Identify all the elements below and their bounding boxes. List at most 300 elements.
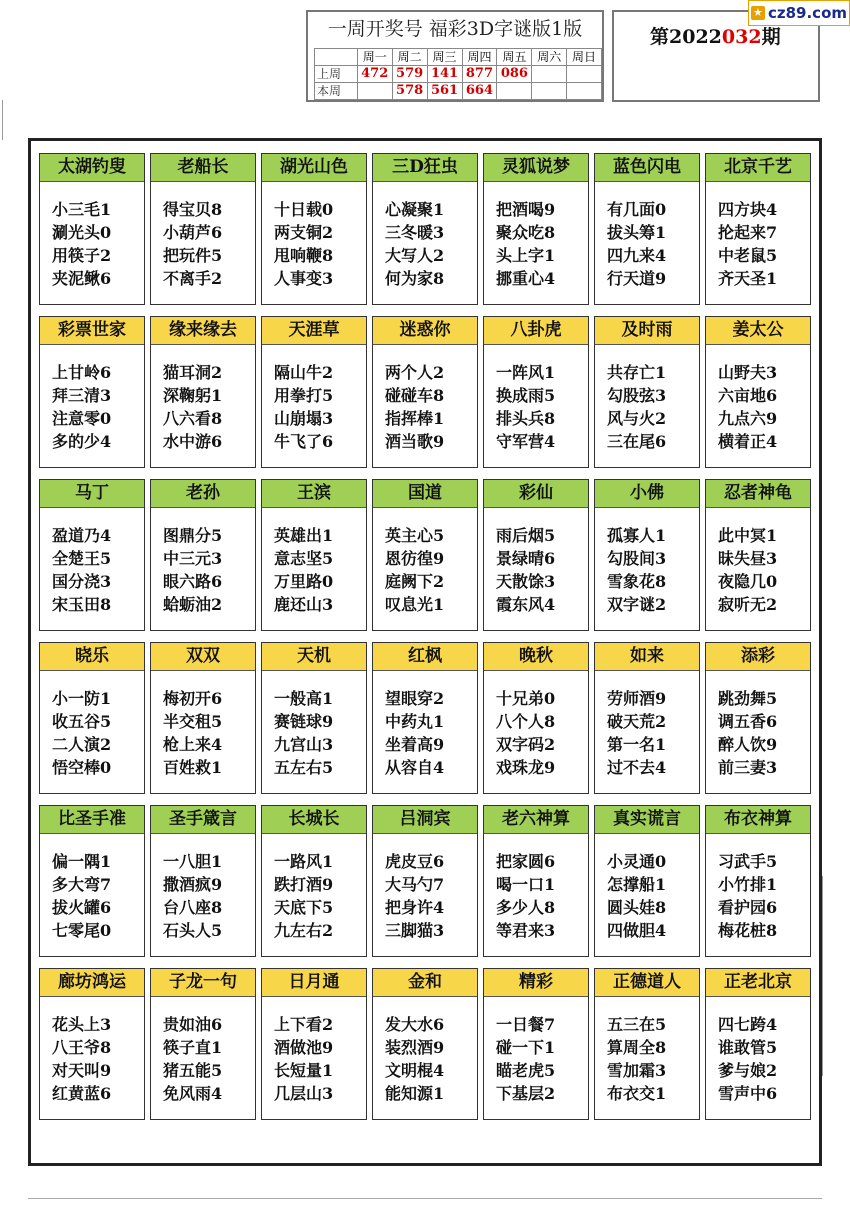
card-author: 八卦虎 [484,317,588,345]
card-author: 比圣手准 [40,806,144,834]
card-author: 金和 [373,969,477,997]
clue-line: 昧失昼3 [718,549,778,568]
card-clues [52,687,111,779]
row-label: 本周 [315,83,358,100]
clue-line: 隔山牛2 [274,363,334,382]
clue-line: 看护园6 [718,898,778,917]
card-author: 精彩 [484,969,588,997]
clue-line: 蛤蛎油2 [163,595,223,614]
clue-line: 两个人2 [385,363,445,382]
card-author: 真实谎言 [595,806,699,834]
card-clues [163,361,222,453]
card-clues [607,524,666,616]
puzzle-card [483,479,589,631]
clue-line: 四七跨4 [718,1015,778,1034]
card-author: 老孙 [151,480,255,508]
clue-line: 两支铜2 [274,223,334,242]
clue-line: 图鼎分5 [163,526,223,545]
clue-line: 酒做池9 [274,1038,334,1057]
clue-line: 九宫山3 [274,735,334,754]
puzzle-card [261,316,367,468]
clue-line: 调五香6 [718,712,778,731]
card-author: 湖光山色 [262,154,366,182]
day-header: 周五 [497,49,532,66]
puzzle-card [705,153,811,305]
puzzle-card [705,316,811,468]
clue-line: 雪加霜3 [607,1061,667,1080]
puzzle-card [594,968,700,1120]
clue-line: 装烈酒9 [385,1038,445,1057]
card-clues [52,198,111,290]
issue-num: 032 [721,26,762,48]
clue-line: 圆头娃8 [607,898,667,917]
clue-line: 收五谷5 [52,712,112,731]
clue-line: 撒酒疯9 [163,875,223,894]
clue-line: 碰碰车8 [385,386,445,405]
card-author: 双双 [151,643,255,671]
clue-line: 大马勺7 [385,875,445,894]
clue-line: 多少人8 [496,898,556,917]
clue-line: 拔火罐6 [52,898,112,917]
clue-line: 换成雨5 [496,386,556,405]
card-author: 子龙一句 [151,969,255,997]
card-clues [52,361,111,453]
issue-number [650,22,781,49]
card-clues [274,687,333,779]
puzzle-card [372,316,478,468]
clue-line: 大写人2 [385,246,445,265]
clue-line: 叹息光1 [385,595,445,614]
card-author: 缘来缘去 [151,317,255,345]
clue-line: 天底下5 [274,898,334,917]
puzzle-card [483,153,589,305]
clue-line: 算周全8 [607,1038,667,1057]
clue-line: 从容自4 [385,758,445,777]
clue-line: 碰一下1 [496,1038,556,1057]
row-label: 上周 [315,66,358,83]
puzzle-card [150,316,256,468]
clue-line: 爹与娘2 [718,1061,778,1080]
clue-line: 深鞠躬1 [163,386,223,405]
clue-line: 水中游6 [163,432,223,451]
puzzle-card [594,153,700,305]
day-header: 周四 [462,49,497,66]
clue-line: 聚众吃8 [496,223,556,242]
card-author: 忍者神龟 [706,480,810,508]
puzzle-card [483,642,589,794]
clue-line: 山崩塌3 [274,409,334,428]
clue-line: 枪上来4 [163,735,223,754]
clue-line: 八个人8 [496,712,556,731]
clue-line: 猫耳洞2 [163,363,223,382]
clue-line: 怎撑船1 [607,875,667,894]
card-clues [385,850,444,942]
clue-line: 小葫芦6 [163,223,223,242]
clue-line: 指挥棒1 [385,409,445,428]
clue-line: 花头上3 [52,1015,112,1034]
clue-line: 梅花桩8 [718,921,778,940]
clue-line: 风与火2 [607,409,667,428]
clue-line: 共存亡1 [607,363,667,382]
draw-number [497,83,532,100]
draw-number: 664 [462,83,497,100]
card-author: 小佛 [595,480,699,508]
clue-line: 红黄蓝6 [52,1084,112,1103]
clue-line: 四做胆4 [607,921,667,940]
puzzle-card [372,805,478,957]
clue-line: 对天叫9 [52,1061,112,1080]
puzzle-card [483,968,589,1120]
clue-line: 把酒喝9 [496,200,556,219]
clue-line: 能知源1 [385,1084,445,1103]
clue-line: 喝一口1 [496,875,556,894]
card-author: 彩票世家 [40,317,144,345]
card-author: 及时雨 [595,317,699,345]
puzzle-card [150,479,256,631]
draw-number: 877 [462,66,497,83]
weekly-results-table [314,48,602,100]
logo-icon: ★ [751,6,765,20]
clue-line: 戏珠龙9 [496,758,556,777]
puzzle-card [372,968,478,1120]
clue-line: 意志坚5 [274,549,334,568]
day-header: 周日 [567,49,602,66]
clue-line: 望眼穿2 [385,689,445,708]
card-clues [607,1013,666,1105]
clue-line: 坐着高9 [385,735,445,754]
card-clues [496,198,555,290]
draw-number [567,66,602,83]
card-author: 王滨 [262,480,366,508]
clue-line: 瞄老虎5 [496,1061,556,1080]
days-row [315,49,602,66]
card-author: 迷惑你 [373,317,477,345]
puzzle-card [39,805,145,957]
clue-line: 雪象花8 [607,572,667,591]
clue-line: 得宝贝8 [163,200,223,219]
clue-line: 七零尾0 [52,921,112,940]
clue-line: 文明棍4 [385,1061,445,1080]
puzzle-card [39,316,145,468]
puzzle-card [150,153,256,305]
clue-line: 免风雨4 [163,1084,223,1103]
clue-line: 中三元3 [163,549,223,568]
card-author: 红枫 [373,643,477,671]
clue-line: 中老鼠5 [718,246,778,265]
clue-line: 人事变3 [274,269,334,288]
puzzle-card [261,805,367,957]
puzzle-card [39,968,145,1120]
clue-line: 下基层2 [496,1084,556,1103]
clue-line: 盈道乃4 [52,526,112,545]
clue-line: 守军营4 [496,432,556,451]
clue-line: 筷子直1 [163,1038,223,1057]
clue-line: 雪声中6 [718,1084,778,1103]
clue-line: 此中冥1 [718,526,778,545]
clue-line: 一路风1 [274,852,334,871]
clue-line: 劳师酒9 [607,689,667,708]
card-author: 正德道人 [595,969,699,997]
clue-line: 不离手2 [163,269,223,288]
clue-line: 把玩件5 [163,246,223,265]
card-clues [163,850,222,942]
issue-suffix: 期 [761,26,781,48]
issue-prefix: 第2022 [650,26,722,48]
clue-line: 霞东风4 [496,595,556,614]
card-clues [274,198,333,290]
clue-line: 虎皮豆6 [385,852,445,871]
card-author: 布衣神算 [706,806,810,834]
card-author: 老船长 [151,154,255,182]
card-author: 北京千艺 [706,154,810,182]
clue-line: 甩响鞭8 [274,246,334,265]
puzzle-card [39,479,145,631]
clue-line: 九左右2 [274,921,334,940]
card-author: 如来 [595,643,699,671]
clue-line: 勾股弦3 [607,386,667,405]
clue-line: 十日载0 [274,200,334,219]
puzzle-card [372,479,478,631]
clue-line: 夜隐几0 [718,572,778,591]
puzzle-card [705,805,811,957]
puzzle-card [705,968,811,1120]
clue-line: 何为家8 [385,269,445,288]
clue-line: 万里路0 [274,572,334,591]
clue-line: 酒当歌9 [385,432,445,451]
clue-line: 偏一隅1 [52,852,112,871]
clue-line: 第一名1 [607,735,667,754]
clue-line: 心凝聚1 [385,200,445,219]
clue-line: 一八胆1 [163,852,223,871]
clue-line: 小灵通0 [607,852,667,871]
card-clues [385,524,444,616]
puzzle-card [150,805,256,957]
clue-line: 英雄出1 [274,526,334,545]
clue-line: 几层山3 [274,1084,334,1103]
puzzle-card [261,642,367,794]
clue-line: 过不去4 [607,758,667,777]
clue-line: 九点六9 [718,409,778,428]
card-clues [496,524,555,616]
clue-line: 二人演2 [52,735,112,754]
clue-line: 跌打酒9 [274,875,334,894]
card-author: 蓝色闪电 [595,154,699,182]
puzzle-card [39,153,145,305]
clue-line: 破天荒2 [607,712,667,731]
last-week-row [315,66,602,83]
clue-line: 八王爷8 [52,1038,112,1057]
clue-line: 谁敢管5 [718,1038,778,1057]
clue-line: 双字谜2 [607,595,667,614]
clue-line: 半交租5 [163,712,223,731]
draw-number [357,83,392,100]
clue-line: 雨后烟5 [496,526,556,545]
divider [2,100,3,140]
card-clues [52,1013,111,1105]
card-clues [718,361,777,453]
clue-line: 三冬暖3 [385,223,445,242]
clue-line: 抡起来7 [718,223,778,242]
puzzle-card [261,153,367,305]
clue-line: 夹泥鳅6 [52,269,112,288]
card-clues [496,850,555,942]
day-header: 周二 [392,49,427,66]
clue-line: 齐天圣1 [718,269,778,288]
card-clues [385,198,444,290]
day-header: 周一 [357,49,392,66]
clue-line: 前三妻3 [718,758,778,777]
draw-number [532,83,567,100]
draw-number: 579 [392,66,427,83]
card-clues [718,198,777,290]
logo-text: cz89.com [767,4,848,22]
card-author: 姜太公 [706,317,810,345]
card-clues [274,850,333,942]
card-clues [163,524,222,616]
clue-line: 三在尾6 [607,432,667,451]
puzzle-card [483,805,589,957]
clue-line: 百姓救1 [163,758,223,777]
clue-line: 习武手5 [718,852,778,871]
corner-cell [315,49,358,66]
clue-line: 三脚猫3 [385,921,445,940]
clue-line: 孤寡人1 [607,526,667,545]
draw-number: 472 [357,66,392,83]
card-author: 晓乐 [40,643,144,671]
clue-line: 山野夫3 [718,363,778,382]
card-author: 天机 [262,643,366,671]
card-clues [496,361,555,453]
clue-line: 宋玉田8 [52,595,112,614]
card-author: 日月通 [262,969,366,997]
clue-line: 英主心5 [385,526,445,545]
card-author: 圣手箴言 [151,806,255,834]
draw-number: 141 [427,66,462,83]
clue-line: 全楚王5 [52,549,112,568]
card-clues [718,1013,777,1105]
card-clues [274,1013,333,1105]
clue-line: 用筷子2 [52,246,112,265]
clue-line: 勾股间3 [607,549,667,568]
clue-line: 寂听无2 [718,595,778,614]
clue-line: 五三在5 [607,1015,667,1034]
clue-line: 鹿还山3 [274,595,334,614]
puzzle-card [483,316,589,468]
card-author: 彩仙 [484,480,588,508]
site-logo[interactable] [748,0,850,26]
clue-line: 行天道9 [607,269,667,288]
clue-line: 多的少4 [52,432,112,451]
card-author: 长城长 [262,806,366,834]
clue-line: 一般高1 [274,689,334,708]
card-clues [274,361,333,453]
card-clues [163,198,222,290]
clue-line: 发大水6 [385,1015,445,1034]
clue-line: 悟空棒0 [52,758,112,777]
clue-line: 景绿晴6 [496,549,556,568]
puzzle-grid [28,138,822,1166]
clue-line: 排头兵8 [496,409,556,428]
clue-line: 头上字1 [496,246,556,265]
draw-number: 578 [392,83,427,100]
clue-line: 石头人5 [163,921,223,940]
clue-line: 国分浇3 [52,572,112,591]
card-clues [496,687,555,779]
draw-number [567,83,602,100]
card-clues [718,850,777,942]
card-clues [52,524,111,616]
clue-line: 等君来3 [496,921,556,940]
clue-line: 一日餐7 [496,1015,556,1034]
card-clues [496,1013,555,1105]
clue-line: 横着正4 [718,432,778,451]
clue-line: 一阵风1 [496,363,556,382]
clue-line: 小竹排1 [718,875,778,894]
card-author: 晚秋 [484,643,588,671]
puzzle-card [705,642,811,794]
clue-line: 牛飞了6 [274,432,334,451]
card-clues [385,1013,444,1105]
card-clues [607,361,666,453]
clue-line: 中药丸1 [385,712,445,731]
puzzle-card [150,968,256,1120]
clue-line: 眼六路6 [163,572,223,591]
clue-line: 有几面0 [607,200,667,219]
puzzle-card [39,642,145,794]
puzzle-card [594,316,700,468]
day-header: 周三 [427,49,462,66]
card-clues [718,524,777,616]
weekly-results-panel [306,10,604,102]
card-author: 廊坊鸿运 [40,969,144,997]
card-author: 吕洞宾 [373,806,477,834]
clue-line: 多大弯7 [52,875,112,894]
puzzle-card [705,479,811,631]
clue-line: 四九来4 [607,246,667,265]
card-author: 天涯草 [262,317,366,345]
card-author: 马丁 [40,480,144,508]
card-clues [163,687,222,779]
page-title: 一周开奖号 福彩3D字谜版1版 [327,18,583,40]
card-author: 太湖钓叟 [40,154,144,182]
clue-line: 把家圆6 [496,852,556,871]
clue-line: 猪五能5 [163,1061,223,1080]
clue-line: 天散馀3 [496,572,556,591]
clue-line: 布衣交1 [607,1084,667,1103]
clue-line: 涮光头0 [52,223,112,242]
draw-number: 561 [427,83,462,100]
clue-line: 四方块4 [718,200,778,219]
this-week-row [315,83,602,100]
draw-number: 086 [497,66,532,83]
card-clues [385,361,444,453]
puzzle-card [150,642,256,794]
day-header: 周六 [532,49,567,66]
divider [28,1198,822,1199]
card-author: 正老北京 [706,969,810,997]
card-clues [274,524,333,616]
clue-line: 双字码2 [496,735,556,754]
clue-line: 十兄弟0 [496,689,556,708]
clue-line: 把身许4 [385,898,445,917]
clue-line: 五左右5 [274,758,334,777]
clue-line: 注意零0 [52,409,112,428]
clue-line: 小三毛1 [52,200,112,219]
clue-line: 长短量1 [274,1061,334,1080]
card-author: 三D狂虫 [373,154,477,182]
clue-line: 上甘岭6 [52,363,112,382]
card-author: 老六神算 [484,806,588,834]
